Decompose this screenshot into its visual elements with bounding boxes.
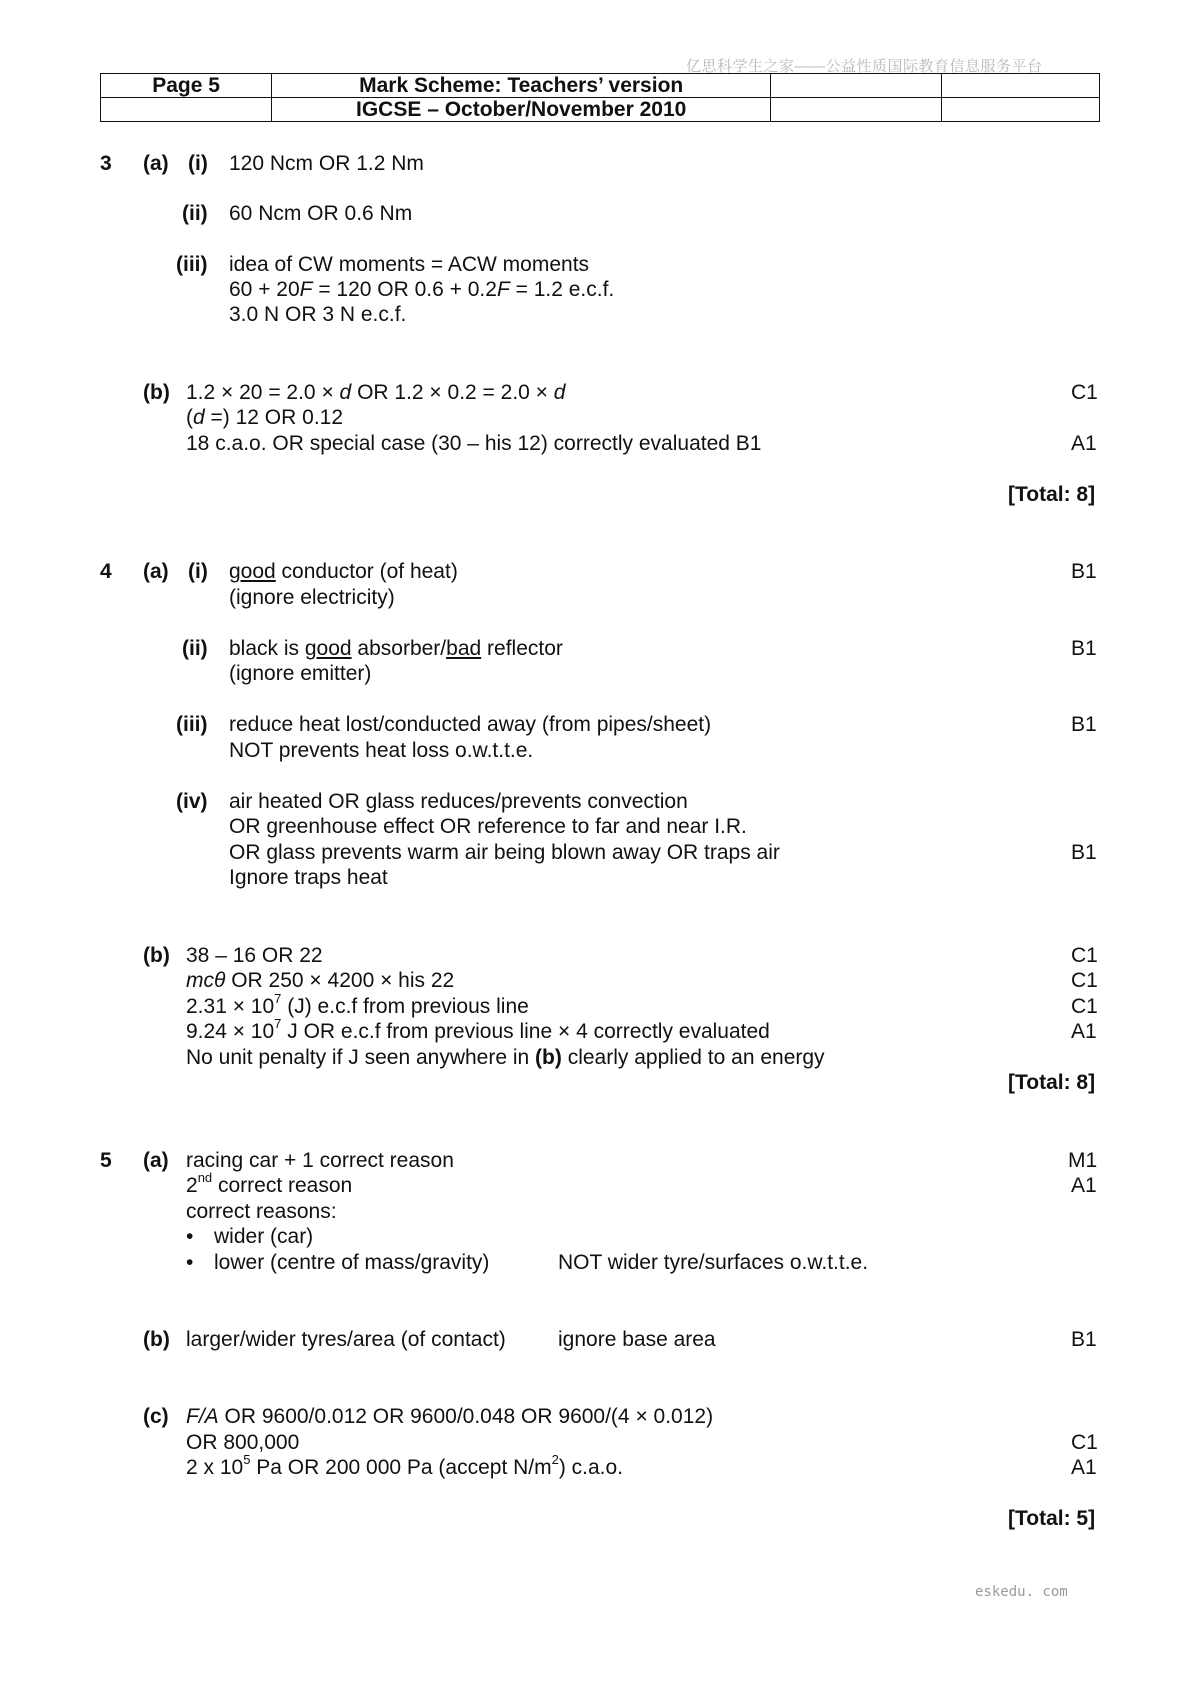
text: reflector xyxy=(481,637,563,660)
bold-text: (b) xyxy=(535,1046,562,1069)
mark: A1 xyxy=(1071,1456,1097,1479)
q5-b-note: ignore base area xyxy=(558,1328,716,1351)
q3-a-iii-line1: idea of CW moments = ACW moments xyxy=(229,253,590,276)
underlined-text: bad xyxy=(446,637,482,660)
mark: B1 xyxy=(1071,841,1097,864)
text: lower (centre of mass/gravity) xyxy=(214,1251,490,1274)
header-exam: IGCSE – October/November 2010 xyxy=(272,98,771,122)
bullet-icon: • xyxy=(186,1225,194,1248)
var-f: F xyxy=(299,278,313,301)
superscript: 2 xyxy=(551,1452,559,1467)
question-number-4: 4 xyxy=(100,560,112,583)
text: 2 xyxy=(186,1174,198,1197)
superscript: nd xyxy=(197,1170,213,1185)
mark: B1 xyxy=(1071,713,1097,736)
q4-total: [Total: 8] xyxy=(1008,1071,1096,1094)
var-d: d xyxy=(553,381,566,404)
text: =) 12 OR 0.12 xyxy=(204,406,344,429)
question-number-3: 3 xyxy=(100,152,112,175)
text: Pa OR 200 000 Pa (accept N/m xyxy=(250,1456,552,1479)
watermark-text: 亿思科学生之家——公益性质国际教育信息服务平台 xyxy=(686,58,1043,75)
text: wider (car) xyxy=(214,1225,314,1248)
bullet-icon: • xyxy=(186,1251,194,1274)
part-label-b: (b) xyxy=(143,381,170,404)
text: J OR e.c.f from previous line × 4 correctly evaluated xyxy=(281,1020,770,1043)
mark: C1 xyxy=(1071,1431,1098,1454)
q5-total: [Total: 5] xyxy=(1008,1507,1096,1530)
mark: B1 xyxy=(1071,1328,1097,1351)
var-d: d xyxy=(193,406,205,429)
text: correct reason xyxy=(212,1174,353,1197)
text: OR 1.2 × 0.2 = 2.0 × xyxy=(351,381,554,404)
q3-a-i-answer: 120 Ncm OR 1.2 Nm xyxy=(229,152,424,175)
text: ( xyxy=(186,406,193,429)
text: 2 x 10 xyxy=(186,1456,244,1479)
formula-mc-theta: mcθ xyxy=(186,969,226,992)
mark: A1 xyxy=(1071,1020,1097,1043)
mark: C1 xyxy=(1071,381,1098,404)
subpart-label-iii: (iii) xyxy=(176,253,208,276)
mark: B1 xyxy=(1071,560,1097,583)
q4-a-i-line1 xyxy=(229,560,458,584)
subpart-label-i: (i) xyxy=(188,152,208,175)
q4-b-line3 xyxy=(186,991,529,1019)
superscript: 5 xyxy=(243,1452,251,1467)
q4-a-iii-line1: reduce heat lost/conducted away (from pipes/sheet) xyxy=(229,713,712,736)
q5-a-note: NOT wider tyre/surfaces o.w.t.t.e. xyxy=(558,1251,869,1274)
header-empty-cell xyxy=(101,98,272,122)
subpart-label-iii: (iii) xyxy=(176,713,208,736)
q5-a-line1: racing car + 1 correct reason xyxy=(186,1149,454,1172)
mark: C1 xyxy=(1071,995,1098,1018)
text: 60 + 20 xyxy=(229,278,300,301)
mark: B1 xyxy=(1071,637,1097,660)
subpart-label-i: (i) xyxy=(188,560,208,583)
formula-f-over-a: F/A xyxy=(186,1405,219,1428)
mark: A1 xyxy=(1071,1174,1097,1197)
q5-a-line3: correct reasons: xyxy=(186,1200,337,1223)
q4-b-line1: 38 – 16 OR 22 xyxy=(186,944,323,967)
subpart-label-iv: (iv) xyxy=(176,790,208,813)
text: = 120 OR 0.6 + 0.2 xyxy=(312,278,497,301)
text: 9.24 × 10 xyxy=(186,1020,275,1043)
header-title: Mark Scheme: Teachers’ version xyxy=(272,74,771,98)
q5-c-line1 xyxy=(186,1405,713,1429)
header-empty-cell xyxy=(771,98,942,122)
q5-c-line2: OR 800,000 xyxy=(186,1431,300,1454)
q4-a-ii-line1 xyxy=(229,637,563,661)
q4-b-line2 xyxy=(186,969,454,993)
var-d: d xyxy=(339,381,352,404)
header-table xyxy=(100,73,1100,122)
q5-a-line2 xyxy=(186,1170,353,1198)
q5-a-bullet1 xyxy=(186,1225,313,1249)
part-label-a: (a) xyxy=(143,560,169,583)
q4-a-iv-line4: Ignore traps heat xyxy=(229,866,388,889)
part-label-c: (c) xyxy=(143,1405,169,1428)
text: black is xyxy=(229,637,305,660)
mark: C1 xyxy=(1071,969,1098,992)
q3-b-line1 xyxy=(186,381,565,405)
header-empty-cell xyxy=(771,74,942,98)
q3-b-line2 xyxy=(186,406,343,430)
q3-total: [Total: 8] xyxy=(1008,483,1096,506)
text: 2.31 × 10 xyxy=(186,995,275,1018)
q4-a-i-line2: (ignore electricity) xyxy=(229,586,395,609)
text: OR 250 × 4200 × his 22 xyxy=(225,969,455,992)
q5-c-line3 xyxy=(186,1452,624,1480)
header-empty-cell xyxy=(942,74,1100,98)
text: 1.2 × 20 = 2.0 × xyxy=(186,381,340,404)
text: OR 9600/0.012 OR 9600/0.048 OR 9600/(4 × 0.012) xyxy=(218,1405,714,1428)
text: absorber/ xyxy=(351,637,447,660)
text: (J) e.c.f from previous line xyxy=(281,995,529,1018)
q4-a-iv-line2: OR greenhouse effect OR reference to far and near I.R. xyxy=(229,815,747,838)
mark: A1 xyxy=(1071,432,1097,455)
mark: M1 xyxy=(1068,1149,1098,1172)
text: No unit penalty if J seen anywhere in xyxy=(186,1046,536,1069)
q4-a-iv-line1: air heated OR glass reduces/prevents convection xyxy=(229,790,688,813)
superscript: 7 xyxy=(274,991,282,1006)
q4-a-iv-line3: OR glass prevents warm air being blown away OR traps air xyxy=(229,841,780,864)
question-number-5: 5 xyxy=(100,1149,112,1172)
part-label-a: (a) xyxy=(143,152,169,175)
subpart-label-ii: (ii) xyxy=(182,637,208,660)
part-label-a: (a) xyxy=(143,1149,169,1172)
part-label-b: (b) xyxy=(143,944,170,967)
q3-a-iii-line3: 3.0 N OR 3 N e.c.f. xyxy=(229,303,407,326)
part-label-b: (b) xyxy=(143,1328,170,1351)
q3-a-ii-answer: 60 Ncm OR 0.6 Nm xyxy=(229,202,413,225)
underlined-text: good xyxy=(304,637,352,660)
mark: C1 xyxy=(1071,944,1098,967)
q4-a-ii-line2: (ignore emitter) xyxy=(229,662,372,685)
var-f: F xyxy=(496,278,510,301)
q5-a-bullet2 xyxy=(186,1251,489,1275)
q3-a-iii-line2 xyxy=(229,278,614,302)
text: = 1.2 e.c.f. xyxy=(509,278,615,301)
header-page: Page 5 xyxy=(101,74,272,98)
header-empty-cell xyxy=(942,98,1100,122)
q4-a-iii-line2: NOT prevents heat loss o.w.t.t.e. xyxy=(229,739,534,762)
underlined-text: good xyxy=(229,560,276,583)
q5-b-line1: larger/wider tyres/area (of contact) xyxy=(186,1328,506,1351)
q4-b-line4 xyxy=(186,1016,770,1044)
text: ) c.a.o. xyxy=(558,1456,624,1479)
subpart-label-ii: (ii) xyxy=(182,202,208,225)
text: conductor (of heat) xyxy=(275,560,458,583)
footer-watermark: eskedu. com xyxy=(975,1584,1068,1600)
superscript: 7 xyxy=(274,1016,282,1031)
text: clearly applied to an energy xyxy=(561,1046,825,1069)
q3-b-line3: 18 c.a.o. OR special case (30 – his 12) correctly evaluated B1 xyxy=(186,432,762,455)
q4-b-line5 xyxy=(186,1046,825,1070)
